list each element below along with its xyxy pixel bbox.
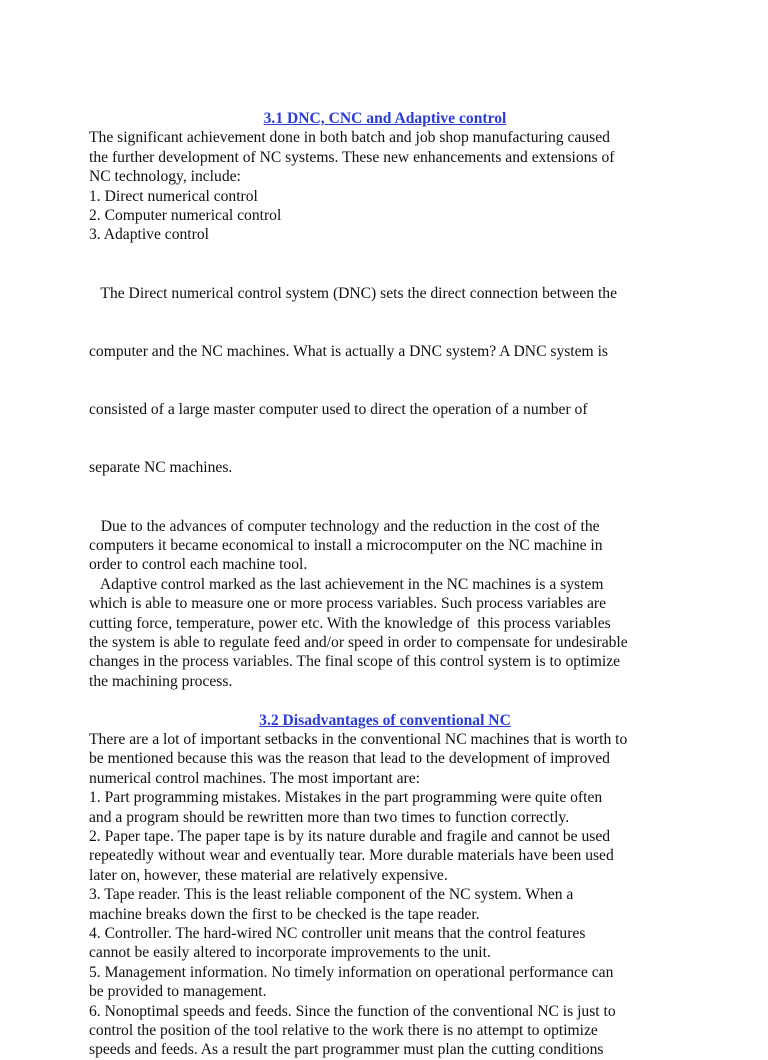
disadvantage-item-6 [89,1002,681,1060]
text-line: computer and the NC machines. What is actually a DNC system? A DNC system is [89,342,608,360]
text-line: 1. Part programming mistakes. Mistakes in the part programming were quite often [89,789,603,807]
text-line: later on, however, these material are relatively expensive. [89,866,448,884]
text-line: 3. Tape reader. This is the least reliable component of the NC system. When a [89,886,574,904]
section-1-list [89,187,681,245]
text-line: changes in the process variables. The final scope of this control system is to optimize [89,653,621,671]
text-line: order to control each machine tool. [89,556,308,574]
text-line: computers it became economical to install a microcomputer on the NC machine in [89,536,603,554]
disadvantage-item-1 [89,788,681,827]
text-line: which is able to measure one or more process variables. Such process variables are [89,595,607,613]
text-line: and a program should be rewritten more than two times to function correctly. [89,808,570,826]
text-line: 6. Nonoptimal speeds and feeds. Since the function of the conventional NC is just to [89,1002,616,1020]
dnc-paragraph [89,245,681,517]
section-spacer [89,691,681,710]
disadvantage-item-4 [89,924,681,963]
section-1-heading[interactable]: 3.1 DNC, CNC and Adaptive control [263,110,507,127]
text-line: There are a lot of important setbacks in the conventional NC machines that is worth to [89,730,628,748]
text-line: the system is able to regulate feed and/or speed in order to compensate for undesirable [89,633,628,651]
adaptive-paragraph [89,575,681,691]
text-line: the machining process. [89,672,233,690]
text-line: NC technology, include: [89,168,241,186]
text-line: be mentioned because this was the reason that lead to the development of improved [89,750,610,768]
text-line: repeatedly without wear and eventually tear. More durable materials have been used [89,847,614,865]
text-line: separate NC machines. [89,459,233,477]
text-line: cannot be easily altered to incorporate improvements to the unit. [89,944,491,962]
text-line: consisted of a large master computer used to direct the operation of a number of [89,401,588,419]
text-line: speeds and feeds. As a result the part programmer must plan the cutting conditions [89,1041,604,1059]
text-line: The significant achievement done in both batch and job shop manufacturing caused [89,129,610,147]
text-line: The Direct numerical control system (DNC) sets the direct connection between the [89,284,617,302]
list-item: 3. Adaptive control [89,226,209,244]
disadvantage-item-2 [89,827,681,885]
disadvantage-item-5 [89,963,681,1002]
cnc-paragraph [89,517,681,575]
text-line: be provided to management. [89,983,267,1001]
document-page [89,109,681,1060]
text-line: 4. Controller. The hard-wired NC controller unit means that the control features [89,925,586,943]
text-line: numerical control machines. The most important are: [89,769,420,787]
disadvantage-item-3 [89,885,681,924]
text-line: control the position of the tool relative to the work there is no attempt to optimize [89,1022,598,1040]
text-line: Due to the advances of computer technology and the reduction in the cost of the [89,517,600,535]
section-1-intro [89,128,681,186]
section-2-heading[interactable]: 3.2 Disadvantages of conventional NC [259,711,511,729]
text-line: 5. Management information. No timely information on operational performance can [89,963,614,981]
text-line: Adaptive control marked as the last achievement in the NC machines is a system [89,575,604,593]
text-line: cutting force, temperature, power etc. With the knowledge of this process variables [89,614,611,632]
section-2-intro [89,730,681,788]
text-line: 2. Paper tape. The paper tape is by its nature durable and fragile and cannot be used [89,828,611,846]
list-item: 2. Computer numerical control [89,207,282,225]
text-line: machine breaks down the first to be checked is the tape reader. [89,905,480,923]
text-line: the further development of NC systems. These new enhancements and extensions of [89,148,615,166]
list-item: 1. Direct numerical control [89,187,258,205]
